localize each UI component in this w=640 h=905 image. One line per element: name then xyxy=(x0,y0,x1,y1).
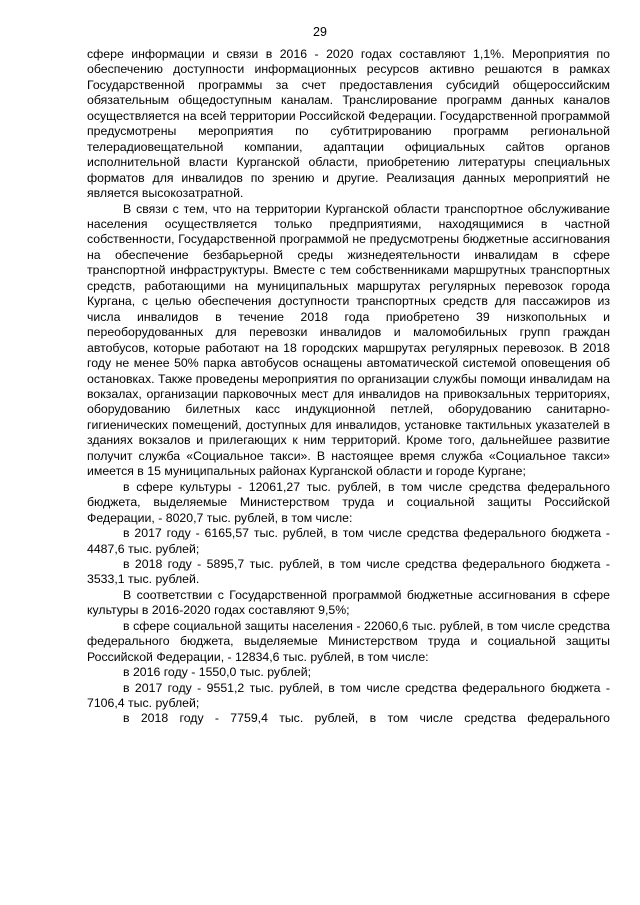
paragraph-culture-2018: в 2018 году - 5895,7 тыс. рублей, в том числе средства федерального бюджета - 3533,1 тыс. рублей. xyxy=(87,556,610,587)
paragraph-information-sphere: сфере информации и связи в 2016 - 2020 годах составляют 1,1%. Мероприятия по обеспечению доступности информационных ресурсов активно решаются в рамках Государственной программы за счет предоставления субсидий общероссийским обязательным общедоступным каналам. Транслирование программ данных каналов осуществляется на всей территории Российской Федерации. Государственной программой предусмотрены мероприятия по субтитрированию программ региональной телерадиовещательной компании, адаптации официальных сайтов органов исполнительной власти Курганской области, приобретению литературы специальных форматов для инвалидов по зрению и другие. Реализация данных мероприятий не является высокозатратной. xyxy=(87,47,610,201)
page-number: 29 xyxy=(313,25,327,39)
paragraph-transport: В связи с тем, что на территории Курганской области транспортное обслуживание населения осуществляется только предприятиями, находящимися в частной собственности, Государственной программой не предусмотрены бюджетные ассигнования на обеспечение безбарьерной среды жизнедеятельности инвалидам в сфере транспортной инфраструктуры. Вместе с тем собственниками маршрутных транспортных средств, работающими на муниципальных маршрутах регулярных перевозок города Кургана, с целью обеспечения доступности транспортных средств для пассажиров из числа инвалидов в течение 2018 года приобретено 39 низкопольных и переоборудованных для перевозки инвалидов и маломобильных групп граждан автобусов, которые работают на 18 городских маршрутах регулярных перевозок. В 2018 году не менее 50% парка автобусов оснащены автоматической системой оповещения об остановках. Также проведены мероприятия по организации службы помощи инвалидам на вокзалах, организации парковочных мест для инвалидов на привокзальных территориях, оборудованию билетных касс индукционной петлей, оборудованию санитарно-гигиенических помещений, доступных для инвалидов, установке тактильных указателей в зданиях вокзалов и прилегающих к ним территорий. Кроме того, дальнейшее развитие получит служба «Социальное такси». В настоящее время служба «Социальное такси» имеется в 15 муниципальных районах Курганской области и городе Кургане; xyxy=(87,201,610,479)
paragraph-social-protection: в сфере социальной защиты населения - 22060,6 тыс. рублей, в том числе средства федерального бюджета, выделяемые Министерством труда и социальной защиты Российской Федерации, - 12834,6 тыс. рублей, в том числе: xyxy=(87,618,610,664)
paragraph-culture: в сфере культуры - 12061,27 тыс. рублей, в том числе средства федерального бюджета, выделяемые Министерством труда и социальной защиты Российской Федерации, - 8020,7 тыс. рублей, в том числе: xyxy=(87,479,610,525)
paragraph-culture-2017: в 2017 году - 6165,57 тыс. рублей, в том числе средства федерального бюджета - 4487,6 тыс. рублей; xyxy=(87,526,610,556)
paragraph-social-2016: в 2016 году - 1550,0 тыс. рублей; xyxy=(123,665,312,680)
paragraph-culture-share: В соответствии с Государственной программой бюджетные ассигнования в сфере культуры в 2016-2020 годах составляют 9,5%; xyxy=(87,587,610,618)
document-body xyxy=(87,47,610,727)
paragraph-social-2017: в 2017 году - 9551,2 тыс. рублей, в том числе средства федерального бюджета - 7106,4 тыс. рублей; xyxy=(87,680,610,711)
paragraph-social-2018: в 2018 году - 7759,4 тыс. рублей, в том числе средства федерального xyxy=(123,711,610,726)
